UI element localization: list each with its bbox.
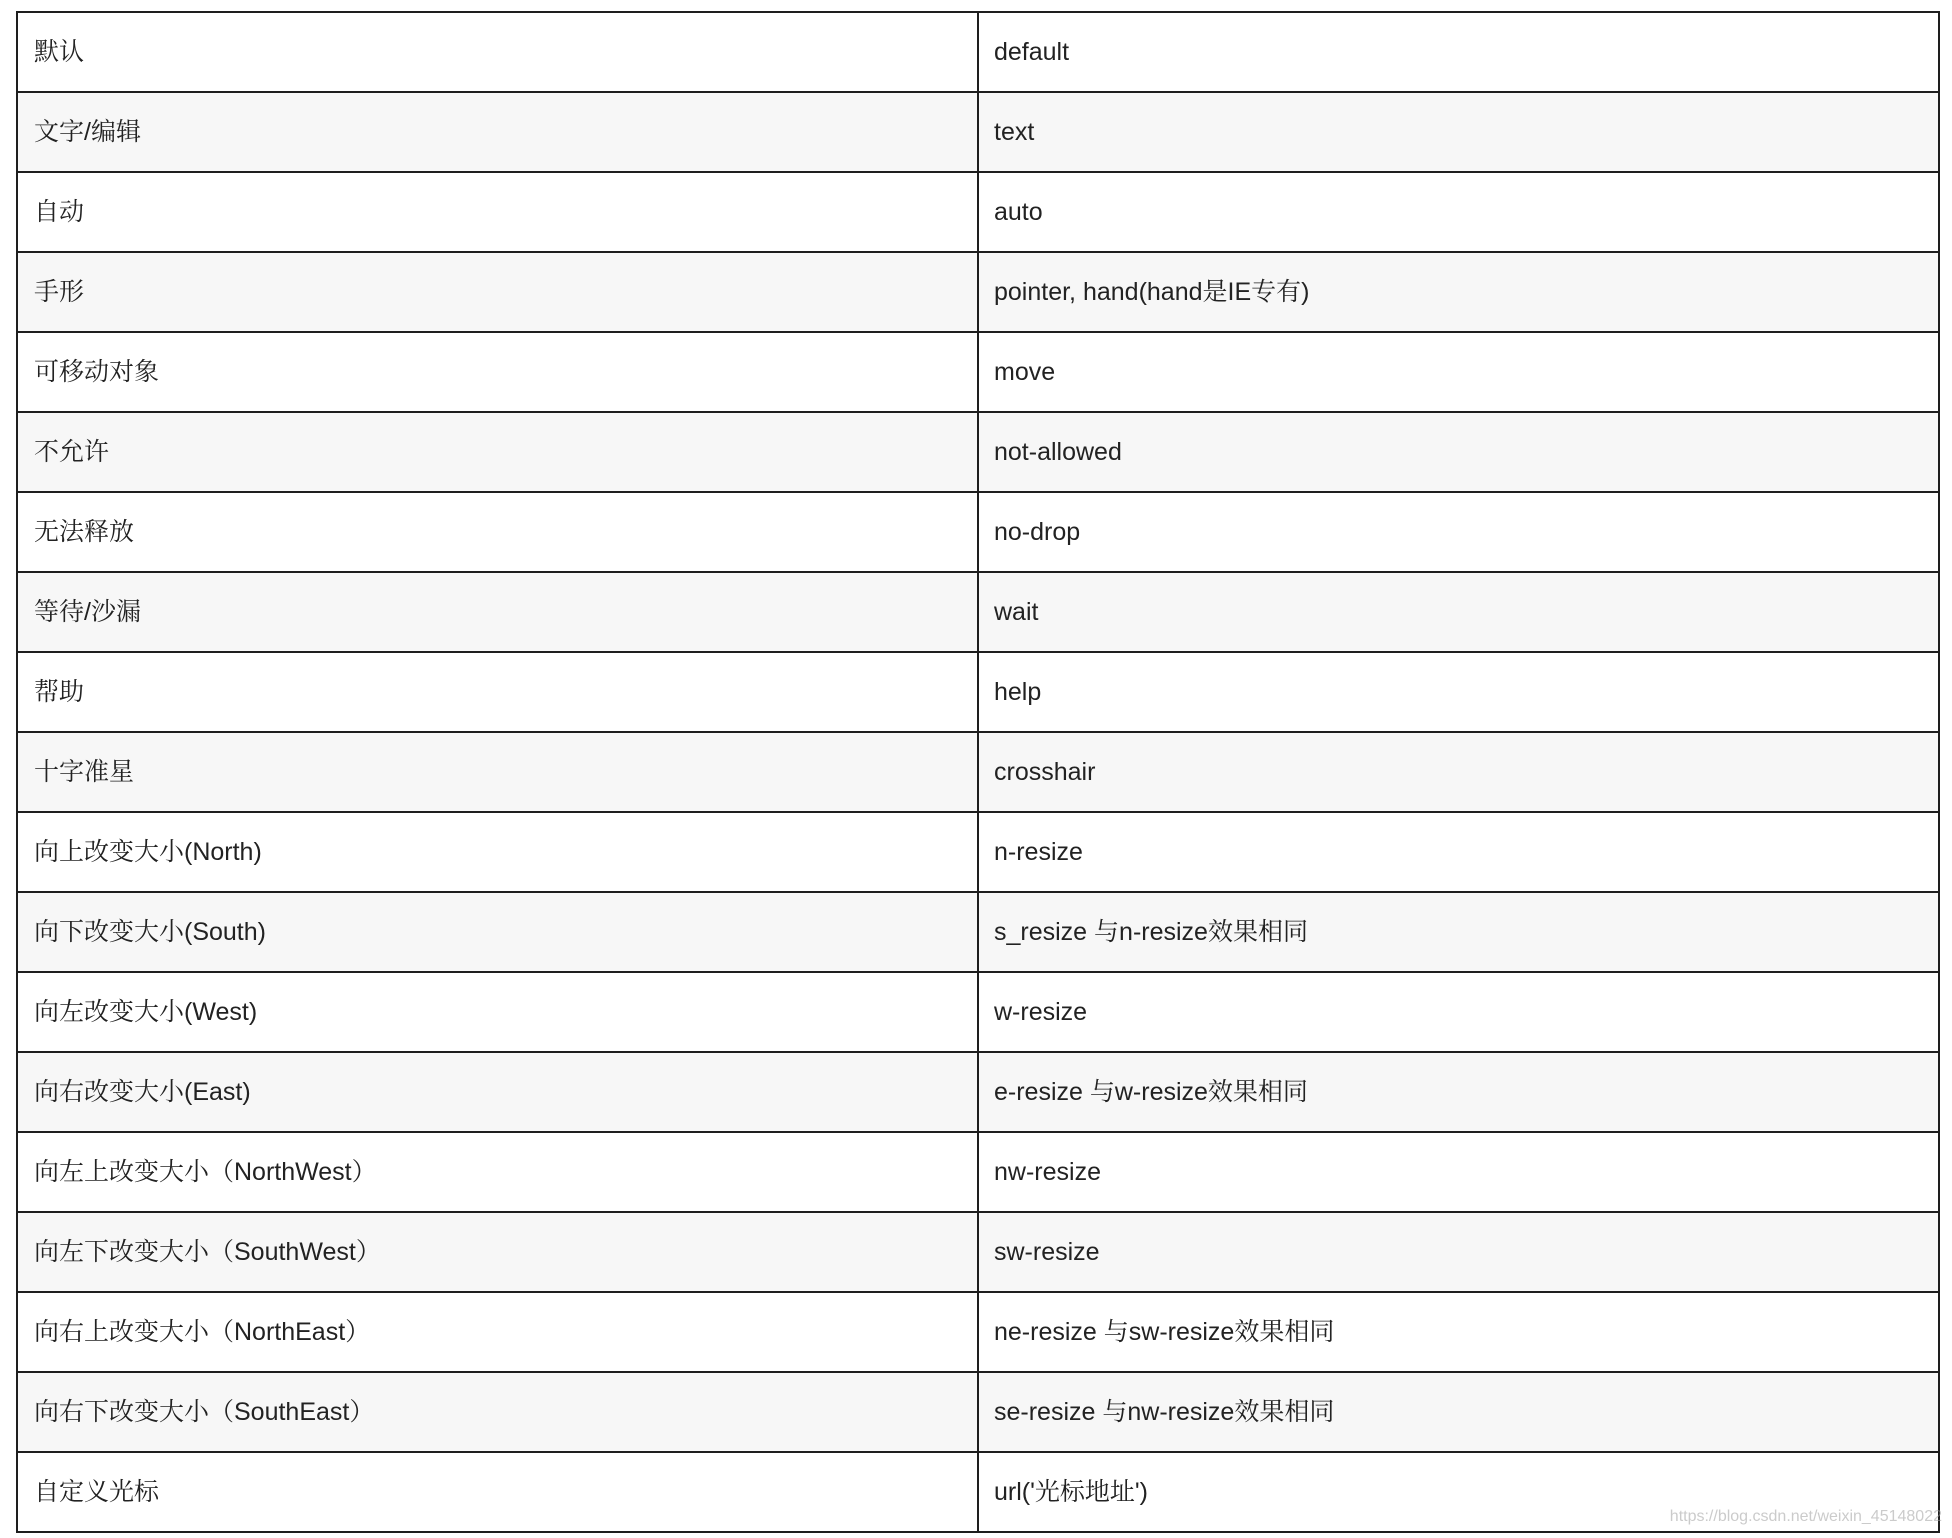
table-row: [18, 13, 1940, 93]
table-row: [18, 1053, 1940, 1133]
table-row: [18, 93, 1940, 173]
cursor-value-cell: n-resize: [979, 813, 1940, 891]
cursor-value-cell: text: [979, 93, 1940, 171]
cursor-description-cell: 不允许: [18, 413, 979, 491]
table-row: [18, 893, 1940, 973]
cursor-value-cell: pointer, hand(hand是IE专有): [979, 253, 1940, 331]
table-row: [18, 493, 1940, 573]
table-row: [18, 573, 1940, 653]
table-row: [18, 1373, 1940, 1453]
cursor-description-cell: 向右下改变大小（SouthEast）: [18, 1373, 979, 1451]
cursor-value-cell: no-drop: [979, 493, 1940, 571]
cursor-value-cell: help: [979, 653, 1940, 731]
cursor-value-cell: s_resize 与n-resize效果相同: [979, 893, 1940, 971]
cursor-description-cell: 无法释放: [18, 493, 979, 571]
table-row: [18, 1293, 1940, 1373]
cursor-description-cell: 向左改变大小(West): [18, 973, 979, 1051]
table-row: [18, 173, 1940, 253]
cursor-value-cell: url('光标地址'): [979, 1453, 1940, 1531]
table-row: [18, 253, 1940, 333]
cursor-table: [16, 11, 1940, 1533]
cursor-description-cell: 可移动对象: [18, 333, 979, 411]
cursor-description-cell: 文字/编辑: [18, 93, 979, 171]
cursor-description-cell: 自定义光标: [18, 1453, 979, 1531]
table-row: [18, 653, 1940, 733]
cursor-value-cell: auto: [979, 173, 1940, 251]
cursor-description-cell: 手形: [18, 253, 979, 331]
cursor-value-cell: nw-resize: [979, 1133, 1940, 1211]
cursor-description-cell: 自动: [18, 173, 979, 251]
cursor-description-cell: 向右改变大小(East): [18, 1053, 979, 1131]
watermark-text: https://blog.csdn.net/weixin_45148022: [1669, 1508, 1942, 1525]
cursor-value-cell: crosshair: [979, 733, 1940, 811]
cursor-value-cell: ne-resize 与sw-resize效果相同: [979, 1293, 1940, 1371]
table-row: [18, 1213, 1940, 1293]
cursor-description-cell: 向左下改变大小（SouthWest）: [18, 1213, 979, 1291]
cursor-value-cell: default: [979, 13, 1940, 91]
cursor-description-cell: 帮助: [18, 653, 979, 731]
table-row: [18, 333, 1940, 413]
cursor-description-cell: 十字准星: [18, 733, 979, 811]
cursor-description-cell: 向右上改变大小（NorthEast）: [18, 1293, 979, 1371]
cursor-description-cell: 等待/沙漏: [18, 573, 979, 651]
table-row: [18, 1133, 1940, 1213]
table-row: [18, 413, 1940, 493]
cursor-description-cell: 向下改变大小(South): [18, 893, 979, 971]
cursor-value-cell: se-resize 与nw-resize效果相同: [979, 1373, 1940, 1451]
cursor-description-cell: 向左上改变大小（NorthWest）: [18, 1133, 979, 1211]
cursor-value-cell: e-resize 与w-resize效果相同: [979, 1053, 1940, 1131]
cursor-value-cell: w-resize: [979, 973, 1940, 1051]
table-row: [18, 1453, 1940, 1533]
table-row: [18, 973, 1940, 1053]
cursor-value-cell: sw-resize: [979, 1213, 1940, 1291]
cursor-description-cell: 向上改变大小(North): [18, 813, 979, 891]
cursor-description-cell: 默认: [18, 13, 979, 91]
cursor-value-cell: move: [979, 333, 1940, 411]
cursor-value-cell: wait: [979, 573, 1940, 651]
cursor-value-cell: not-allowed: [979, 413, 1940, 491]
table-row: [18, 733, 1940, 813]
table-row: [18, 813, 1940, 893]
